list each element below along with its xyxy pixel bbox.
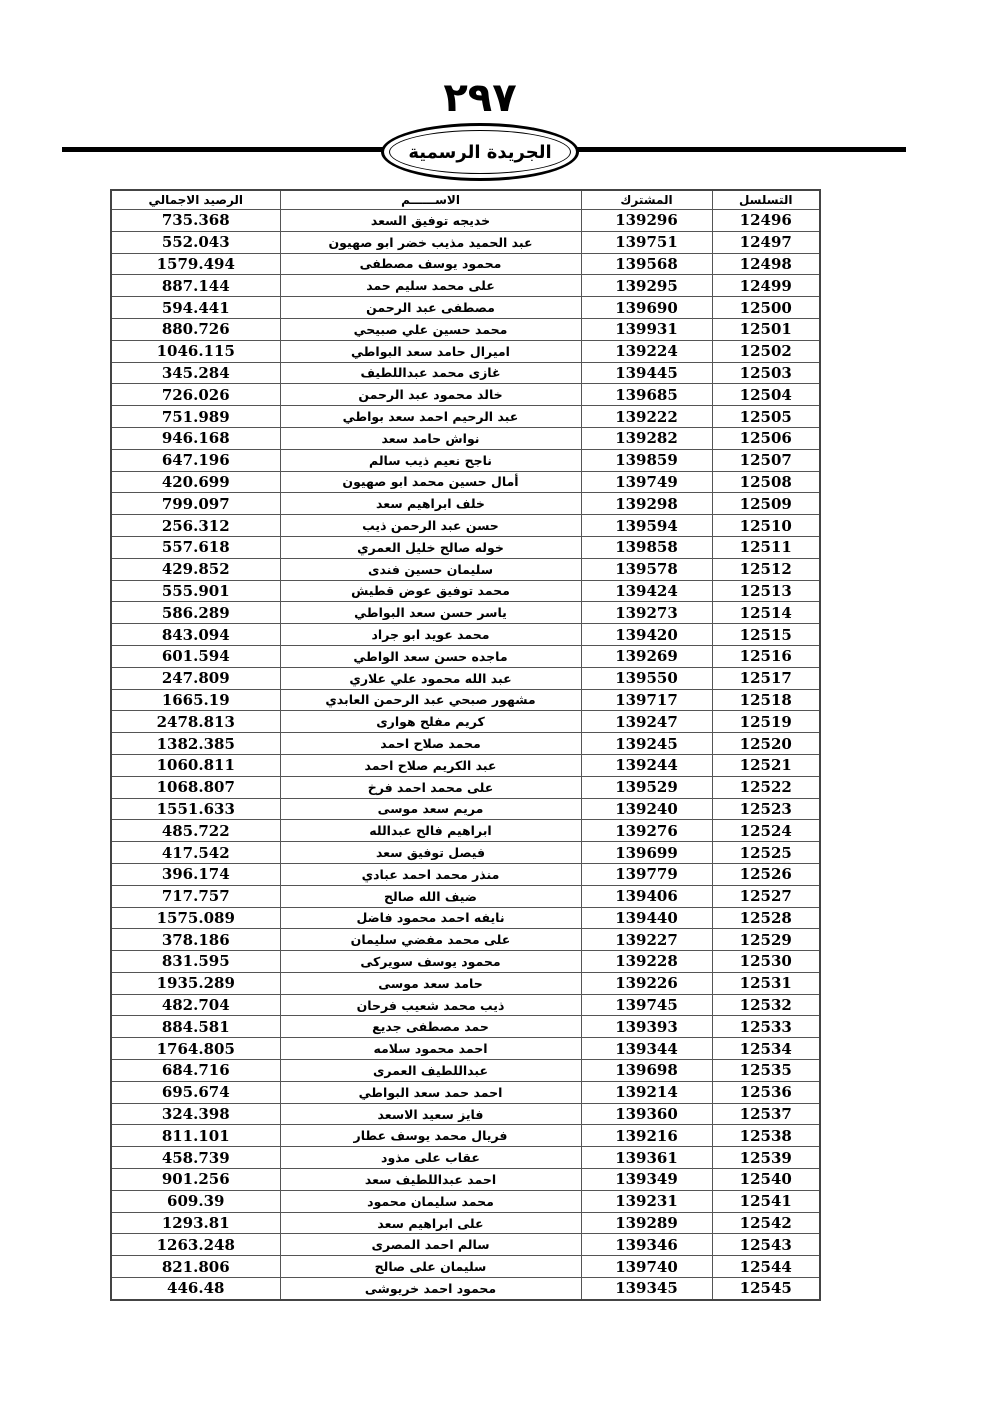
page-number: ٢٩٧ [443,75,517,121]
serial-cell: 12526 [712,863,820,885]
subscriber-cell: 139594 [581,515,712,537]
balance-cell: 1263.248 [111,1234,280,1256]
name-cell: عبد الكريم صلاح احمد [280,754,581,776]
balance-cell: 884.581 [111,1016,280,1038]
name-cell: على ابراهيم سعد [280,1212,581,1234]
serial-cell: 12511 [712,536,820,558]
balance-cell: 396.174 [111,863,280,885]
subscriber-cell: 139529 [581,776,712,798]
balance-cell: 880.726 [111,318,280,340]
table-body [111,210,820,1300]
subscriber-cell: 139295 [581,275,712,297]
balance-cell: 429.852 [111,558,280,580]
balance-cell: 1046.115 [111,340,280,362]
balance-cell: 1665.19 [111,689,280,711]
table-row [111,210,820,232]
subscriber-balance-table [110,189,821,1301]
table-row [111,449,820,471]
serial-cell: 12505 [712,406,820,428]
subscriber-cell: 139745 [581,994,712,1016]
subscriber-cell: 139222 [581,406,712,428]
serial-cell: 12522 [712,776,820,798]
subscriber-cell: 139717 [581,689,712,711]
column-header-name: الاســــــم [280,190,581,210]
balance-cell: 717.757 [111,885,280,907]
name-cell: عبد الرحيم احمد سعد بواطي [280,406,581,428]
name-cell: على محمد مفضي سليمان [280,929,581,951]
subscriber-cell: 139269 [581,645,712,667]
subscriber-cell: 139346 [581,1234,712,1256]
balance-cell: 417.542 [111,842,280,864]
table-row [111,776,820,798]
balance-cell: 726.026 [111,384,280,406]
column-header-serial: التسلسل [712,190,820,210]
name-cell: مصطفى عبد الرحمن [280,297,581,319]
subscriber-cell: 139393 [581,1016,712,1038]
table-row [111,253,820,275]
serial-cell: 12503 [712,362,820,384]
serial-cell: 12499 [712,275,820,297]
serial-cell: 12515 [712,624,820,646]
balance-cell: 1068.807 [111,776,280,798]
balance-cell: 821.806 [111,1256,280,1278]
table-row [111,362,820,384]
balance-cell: 684.716 [111,1060,280,1082]
balance-cell: 378.186 [111,929,280,951]
serial-cell: 12513 [712,580,820,602]
name-cell: حامد سعد موسى [280,972,581,994]
name-cell: سليمان حسين فندى [280,558,581,580]
name-cell: محمد صلاح احمد [280,733,581,755]
serial-cell: 12518 [712,689,820,711]
serial-cell: 12524 [712,820,820,842]
subscriber-cell: 139240 [581,798,712,820]
gazette-masthead [381,123,579,181]
subscriber-cell: 139779 [581,863,712,885]
name-cell: سليمان على صالح [280,1256,581,1278]
subscriber-cell: 139247 [581,711,712,733]
subscriber-cell: 139699 [581,842,712,864]
name-cell: مشهور صبحي عبد الرحمن العابدي [280,689,581,711]
balance-cell: 557.618 [111,536,280,558]
subscriber-cell: 139298 [581,493,712,515]
table-row [111,318,820,340]
serial-cell: 12543 [712,1234,820,1256]
name-cell: فيصل توفيق سعد [280,842,581,864]
name-cell: كريم مفلح هوارى [280,711,581,733]
table-row [111,798,820,820]
subscriber-cell: 139740 [581,1256,712,1278]
table-row [111,689,820,711]
serial-cell: 12531 [712,972,820,994]
serial-cell: 12540 [712,1169,820,1191]
serial-cell: 12517 [712,667,820,689]
name-cell: محمود يوسف مصطفى [280,253,581,275]
table-row [111,471,820,493]
table-row [111,493,820,515]
subscriber-cell: 139245 [581,733,712,755]
serial-cell: 12514 [712,602,820,624]
subscriber-cell: 139578 [581,558,712,580]
name-cell: ماجده حسن سعد الواطي [280,645,581,667]
table-row [111,297,820,319]
name-cell: ذيب محمد شعيب فرحان [280,994,581,1016]
name-cell: اميرال حامد سعد البواطي [280,340,581,362]
serial-cell: 12496 [712,210,820,232]
subscriber-cell: 139228 [581,951,712,973]
column-header-subscriber: المشترك [581,190,712,210]
table-row [111,275,820,297]
serial-cell: 12520 [712,733,820,755]
balance-cell: 1060.811 [111,754,280,776]
serial-cell: 12497 [712,231,820,253]
balance-cell: 735.368 [111,210,280,232]
balance-cell: 2478.813 [111,711,280,733]
name-cell: محمود يوسف سويركى [280,951,581,973]
name-cell: خالد محمود عبد الرحمن [280,384,581,406]
serial-cell: 12532 [712,994,820,1016]
serial-cell: 12523 [712,798,820,820]
table-row [111,427,820,449]
serial-cell: 12502 [712,340,820,362]
table-row [111,929,820,951]
balance-cell: 247.809 [111,667,280,689]
subscriber-cell: 139276 [581,820,712,842]
name-cell: غازى محمد عبداللطيف [280,362,581,384]
serial-cell: 12534 [712,1038,820,1060]
table-row [111,1212,820,1234]
subscriber-cell: 139216 [581,1125,712,1147]
balance-cell: 647.196 [111,449,280,471]
name-cell: فريال محمد يوسف عطار [280,1125,581,1147]
serial-cell: 12512 [712,558,820,580]
balance-cell: 601.594 [111,645,280,667]
balance-cell: 609.39 [111,1190,280,1212]
balance-cell: 586.289 [111,602,280,624]
table-row [111,842,820,864]
table-row [111,1278,820,1300]
serial-cell: 12528 [712,907,820,929]
name-cell: أمال حسين محمد ابو صهيون [280,471,581,493]
table-row [111,231,820,253]
serial-cell: 12521 [712,754,820,776]
table-row [111,1256,820,1278]
name-cell: خوله صالح خليل العمري [280,536,581,558]
subscriber-cell: 139296 [581,210,712,232]
subscriber-cell: 139440 [581,907,712,929]
subscriber-cell: 139231 [581,1190,712,1212]
balance-cell: 887.144 [111,275,280,297]
balance-cell: 485.722 [111,820,280,842]
balance-cell: 1382.385 [111,733,280,755]
table-row [111,384,820,406]
name-cell: ياسر حسن سعد البواطي [280,602,581,624]
serial-cell: 12542 [712,1212,820,1234]
table-row [111,951,820,973]
balance-cell: 324.398 [111,1103,280,1125]
serial-cell: 12525 [712,842,820,864]
name-cell: فايز سعيد الاسعد [280,1103,581,1125]
name-cell: احمد حمد سعد البواطي [280,1081,581,1103]
subscriber-cell: 139244 [581,754,712,776]
table-row [111,1038,820,1060]
table-row [111,972,820,994]
subscriber-cell: 139685 [581,384,712,406]
subscriber-cell: 139289 [581,1212,712,1234]
serial-cell: 12538 [712,1125,820,1147]
serial-cell: 12536 [712,1081,820,1103]
serial-cell: 12501 [712,318,820,340]
subscriber-cell: 139273 [581,602,712,624]
table-row [111,907,820,929]
subscriber-cell: 139360 [581,1103,712,1125]
name-cell: ناجح نعيم ذيب سالم [280,449,581,471]
subscriber-cell: 139858 [581,536,712,558]
table-row [111,1103,820,1125]
serial-cell: 12519 [712,711,820,733]
subscriber-cell: 139214 [581,1081,712,1103]
name-cell: عقاب على مذود [280,1147,581,1169]
subscriber-cell: 139424 [581,580,712,602]
name-cell: على محمد سليم حمد [280,275,581,297]
name-cell: حسن عبد الرحمن ذيب [280,515,581,537]
name-cell: مريم سعد موسى [280,798,581,820]
name-cell: ضيف الله صالح [280,885,581,907]
name-cell: عبد الله محمود علي علاري [280,667,581,689]
balance-cell: 482.704 [111,994,280,1016]
name-cell: عبد الحميد مذيب خضر ابو صهيون [280,231,581,253]
table-row [111,754,820,776]
table-row [111,1081,820,1103]
header-rule-left [62,147,392,152]
balance-cell: 345.284 [111,362,280,384]
table-row [111,711,820,733]
name-cell: محمد توفيق عوض قطيش [280,580,581,602]
subscriber-cell: 139749 [581,471,712,493]
serial-cell: 12508 [712,471,820,493]
gazette-title: الجريدة الرسمية [389,130,571,174]
subscriber-cell: 139550 [581,667,712,689]
table-row [111,1190,820,1212]
header-rule-right [568,147,906,152]
table-row [111,733,820,755]
subscriber-cell: 139224 [581,340,712,362]
name-cell: على محمد احمد فرخ [280,776,581,798]
table-row [111,558,820,580]
name-cell: احمد عبداللطيف سعد [280,1169,581,1191]
subscriber-cell: 139349 [581,1169,712,1191]
serial-cell: 12537 [712,1103,820,1125]
balance-cell: 843.094 [111,624,280,646]
subscriber-cell: 139568 [581,253,712,275]
subscriber-cell: 139751 [581,231,712,253]
name-cell: محمد عويد ابو جراد [280,624,581,646]
name-cell: سالم احمد المصرى [280,1234,581,1256]
name-cell: نواش حامد سعد [280,427,581,449]
subscriber-cell: 139345 [581,1278,712,1300]
name-cell: محمد حسين علي صبيحي [280,318,581,340]
name-cell: محمد سليمان محمود [280,1190,581,1212]
table-row [111,340,820,362]
serial-cell: 12539 [712,1147,820,1169]
table-row [111,602,820,624]
name-cell: خلف ابراهيم سعد [280,493,581,515]
subscriber-cell: 139690 [581,297,712,319]
balance-cell: 1764.805 [111,1038,280,1060]
table-row [111,406,820,428]
serial-cell: 12544 [712,1256,820,1278]
table-row [111,1125,820,1147]
table-row [111,885,820,907]
subscriber-cell: 139420 [581,624,712,646]
balance-cell: 458.739 [111,1147,280,1169]
serial-cell: 12529 [712,929,820,951]
balance-cell: 799.097 [111,493,280,515]
subscriber-cell: 139344 [581,1038,712,1060]
serial-cell: 12500 [712,297,820,319]
column-header-balance: الرصيد الاجمالي [111,190,280,210]
serial-cell: 12507 [712,449,820,471]
serial-cell: 12506 [712,427,820,449]
balance-cell: 552.043 [111,231,280,253]
table-row [111,1060,820,1082]
subscriber-cell: 139931 [581,318,712,340]
balance-cell: 1575.089 [111,907,280,929]
serial-cell: 12545 [712,1278,820,1300]
table-row [111,624,820,646]
serial-cell: 12516 [712,645,820,667]
serial-cell: 12530 [712,951,820,973]
serial-cell: 12541 [712,1190,820,1212]
subscriber-cell: 139226 [581,972,712,994]
balance-cell: 256.312 [111,515,280,537]
table-row [111,580,820,602]
table-row [111,1169,820,1191]
table-row [111,645,820,667]
balance-cell: 811.101 [111,1125,280,1147]
balance-cell: 695.674 [111,1081,280,1103]
balance-cell: 751.989 [111,406,280,428]
name-cell: حمد مصطفى جديع [280,1016,581,1038]
table-row [111,536,820,558]
subscriber-cell: 139361 [581,1147,712,1169]
balance-cell: 1935.289 [111,972,280,994]
serial-cell: 12509 [712,493,820,515]
balance-cell: 946.168 [111,427,280,449]
serial-cell: 12504 [712,384,820,406]
balance-cell: 901.256 [111,1169,280,1191]
balance-cell: 555.901 [111,580,280,602]
subscriber-cell: 139445 [581,362,712,384]
name-cell: احمد محمود سلامه [280,1038,581,1060]
table-row [111,820,820,842]
balance-cell: 1293.81 [111,1212,280,1234]
table-row [111,515,820,537]
subscriber-cell: 139698 [581,1060,712,1082]
subscriber-cell: 139282 [581,427,712,449]
balance-cell: 594.441 [111,297,280,319]
table-header-row [111,190,820,210]
serial-cell: 12498 [712,253,820,275]
table-row [111,667,820,689]
name-cell: منذر محمد احمد عبادي [280,863,581,885]
balance-cell: 831.595 [111,951,280,973]
name-cell: نايفه احمد محمود فاضل [280,907,581,929]
serial-cell: 12535 [712,1060,820,1082]
table-row [111,863,820,885]
subscriber-cell: 139227 [581,929,712,951]
serial-cell: 12527 [712,885,820,907]
name-cell: محمود احمد خريوشى [280,1278,581,1300]
balance-cell: 446.48 [111,1278,280,1300]
subscriber-cell: 139859 [581,449,712,471]
name-cell: عبداللطيف العمرى [280,1060,581,1082]
balance-cell: 420.699 [111,471,280,493]
name-cell: خديجه توفيق السعد [280,210,581,232]
subscriber-cell: 139406 [581,885,712,907]
balance-cell: 1579.494 [111,253,280,275]
serial-cell: 12533 [712,1016,820,1038]
table-row [111,1234,820,1256]
table-row [111,994,820,1016]
serial-cell: 12510 [712,515,820,537]
balance-cell: 1551.633 [111,798,280,820]
table-row [111,1016,820,1038]
table-row [111,1147,820,1169]
name-cell: ابراهيم فالح عبدالله [280,820,581,842]
